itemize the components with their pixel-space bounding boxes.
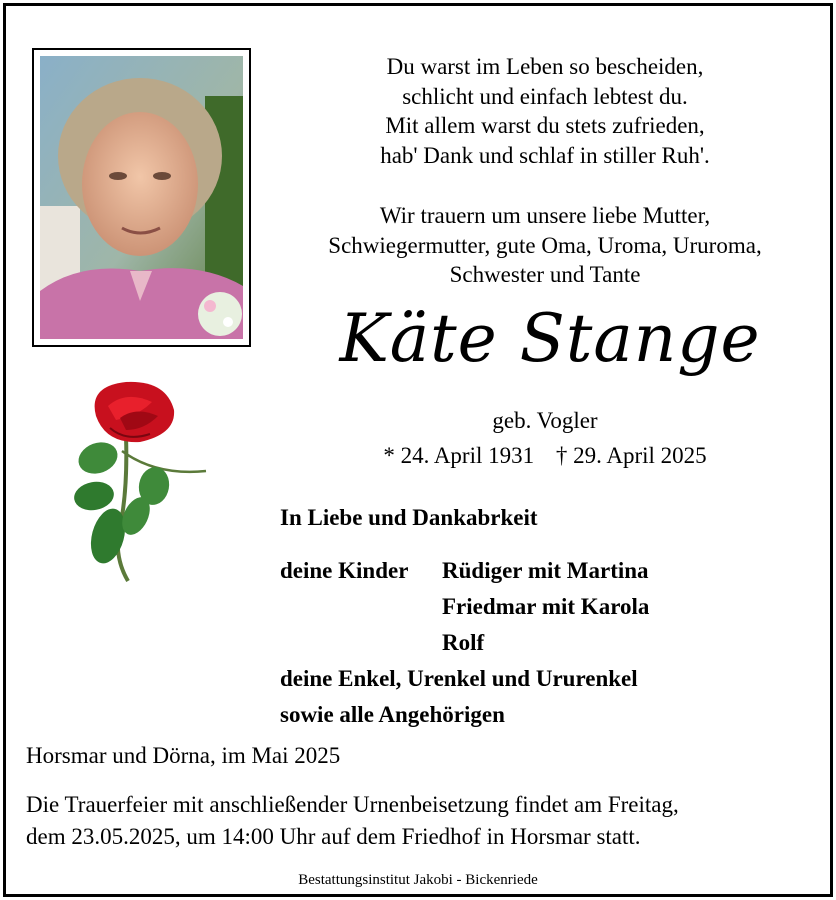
birth-date: * 24. April 1931 bbox=[383, 443, 535, 468]
deceased-name: Käte Stange bbox=[339, 300, 761, 377]
death-date: † 29. April 2025 bbox=[555, 443, 707, 468]
closing-line: In Liebe und Dankabrkeit bbox=[280, 505, 538, 530]
funeral-info-line: dem 23.05.2025, um 14:00 Uhr auf dem Friedhof in Horsmar statt. bbox=[26, 824, 641, 849]
portrait-frame bbox=[32, 48, 251, 347]
funeral-info-line: Die Trauerfeier mit anschließender Urnenbeisetzung findet am Freitag, bbox=[26, 792, 679, 817]
poem-verse bbox=[280, 52, 810, 170]
verse-line: Mit allem warst du stets zufrieden, bbox=[385, 113, 705, 138]
grandchildren-line: deine Enkel, Urenkel und Ururenkel bbox=[280, 666, 638, 691]
maiden-name: geb. Vogler bbox=[492, 408, 598, 433]
mourning-line: Schwiegermutter, gute Oma, Uroma, Ururoma, bbox=[328, 232, 762, 258]
mourning-text bbox=[280, 201, 810, 290]
children-label: deine Kinder bbox=[280, 558, 409, 583]
child-name: Rüdiger mit Martina bbox=[442, 558, 649, 583]
child-name: Rolf bbox=[442, 630, 485, 655]
mourning-line: Schwester und Tante bbox=[449, 262, 641, 287]
rose-illustration bbox=[66, 376, 216, 591]
verse-line: Du warst im Leben so bescheiden, bbox=[386, 54, 704, 79]
relatives-line: sowie alle Angehörigen bbox=[280, 702, 505, 727]
place-date: Horsmar und Dörna, im Mai 2025 bbox=[26, 743, 341, 768]
verse-line: hab' Dank und schlaf in stiller Ruh'. bbox=[380, 142, 710, 168]
undertaker-credit: Bestattungsinstitut Jakobi - Bickenriede bbox=[298, 872, 538, 888]
portrait-photo bbox=[40, 56, 243, 339]
life-dates bbox=[340, 443, 750, 469]
verse-line: schlicht und einfach lebtest du. bbox=[402, 83, 688, 109]
mourning-line: Wir trauern um unsere liebe Mutter, bbox=[379, 203, 711, 228]
child-name: Friedmar mit Karola bbox=[442, 594, 650, 619]
